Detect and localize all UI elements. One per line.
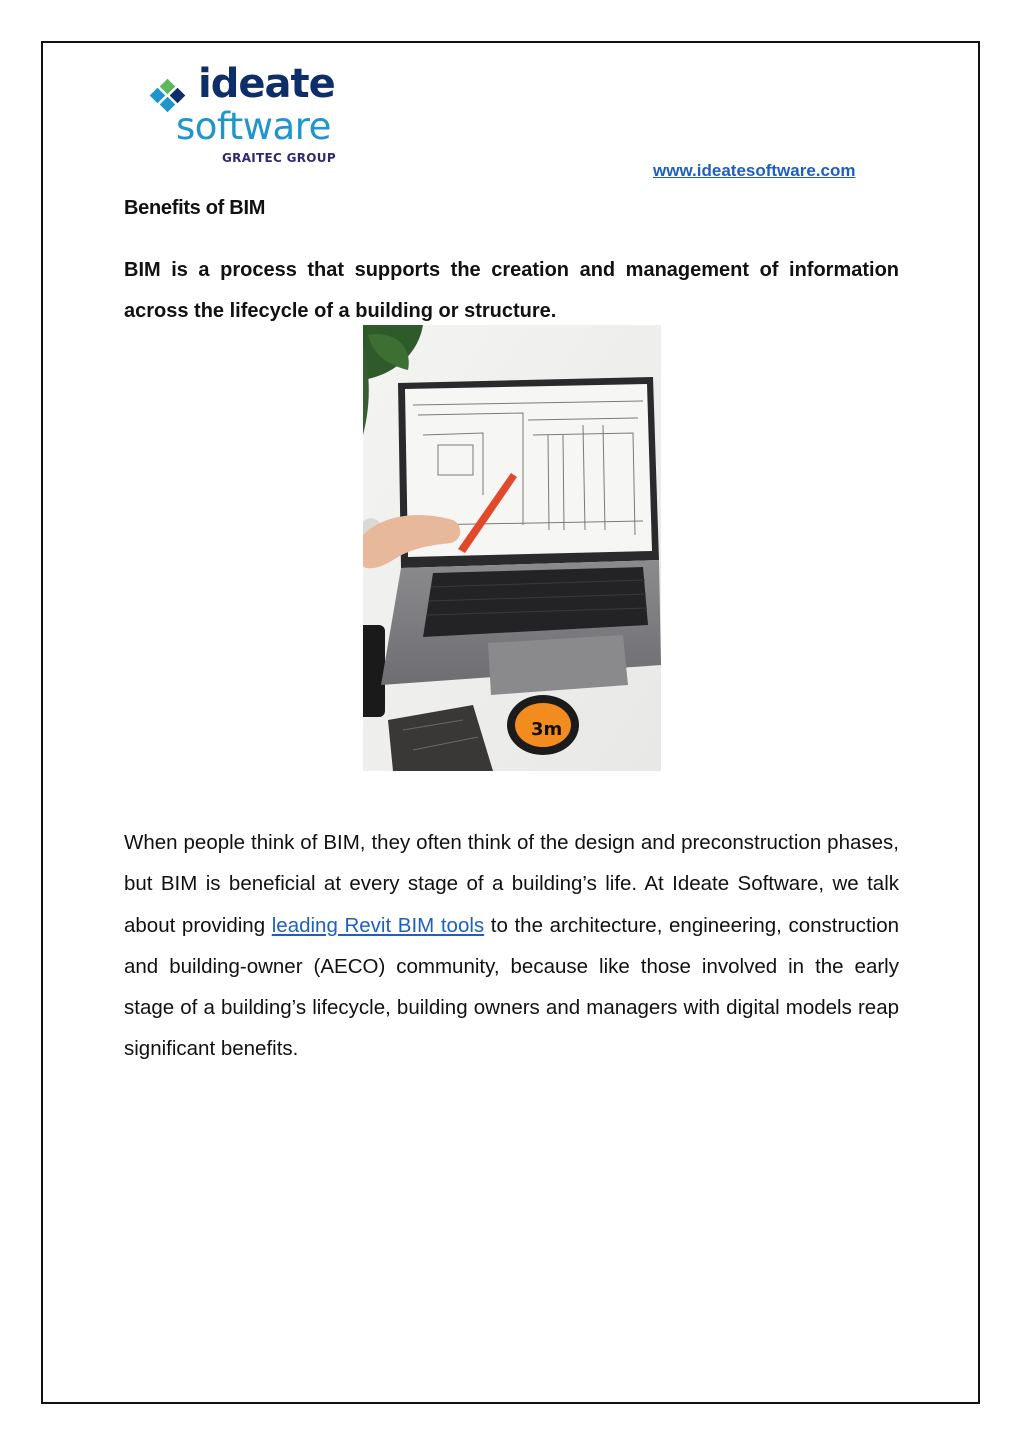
tape-measure-label: 3m	[531, 719, 563, 740]
logo-wordmark-secondary: software	[176, 105, 331, 148]
logo-wordmark-primary: ideate	[198, 61, 335, 107]
body-paragraph	[124, 822, 899, 1070]
company-logo	[148, 61, 358, 170]
revit-bim-tools-link[interactable]: leading Revit BIM tools	[271, 913, 485, 937]
section-heading: Benefits of BIM	[124, 197, 266, 219]
website-link[interactable]: www.ideatesoftware.com	[653, 161, 856, 180]
body-text-before-link: When people think of BIM, they often think of the design and preconstruction phases, but BIM is beneficial at every stage of a building’s life. At Ideate Software, we talk about providing	[124, 831, 899, 937]
laptop-floorplan-photo	[363, 325, 661, 771]
body-text-after-link: to the architecture, engineering, construction and building-owner (AECO) community, because like those involved in the early stage of a building’s lifecycle, building owners and managers with digital models reap significant benefits.	[124, 913, 899, 1061]
logo-group-name: GRAITEC GROUP	[222, 151, 336, 165]
intro-paragraph: BIM is a process that supports the creation and management of information across the lifecycle of a building or structure.	[124, 259, 899, 322]
